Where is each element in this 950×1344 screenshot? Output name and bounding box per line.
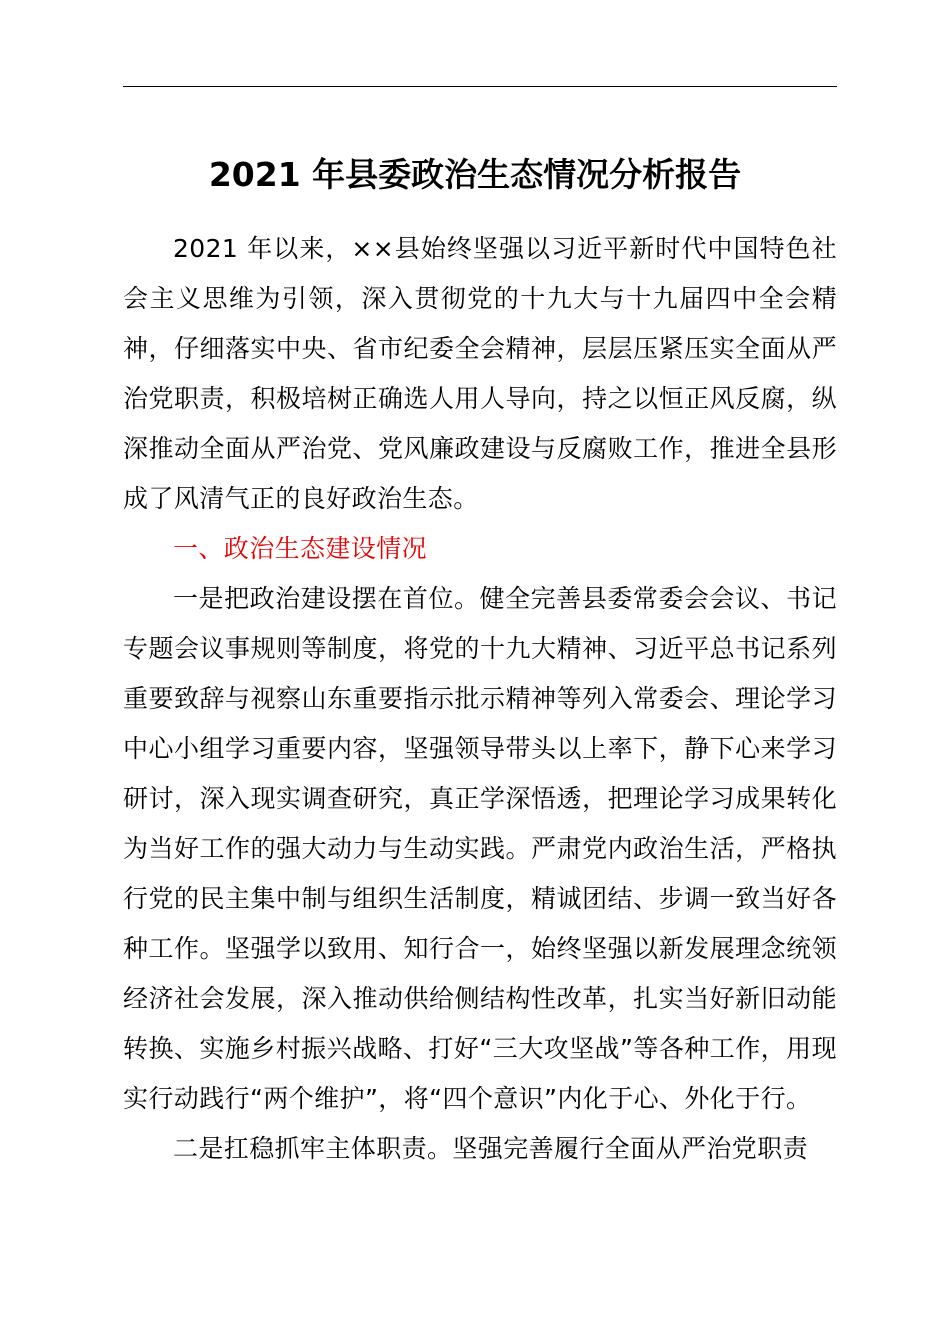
section-heading: 一、政治生态建设情况: [173, 534, 428, 563]
header-rule: [123, 86, 837, 87]
intro-paragraph: 2021 年以来，××县始终坚强以习近平新时代中国特色社会主义思维为引领，深入贯彻党的十九大与十九届四中全会精神，仔细落实中央、省市纪委全会精神，层层压紧压实全面从严治党职责，积极培树正确选人用人导向，持之以恒正风反腐，纵深推动全面从严治党、党风廉政建设与反腐败工作，推进全县形成了风清气正的良好政治生态。: [123, 234, 837, 513]
body-paragraph-political-construction: 一是把政治建设摆在首位。健全完善县委常委会会议、书记专题会议事规则等制度，将党的十九大精神、习近平总书记系列重要致辞与视察山东重要指示批示精神等列入常委会、理论学习中心小组学习重要内容，坚强领导带头以上率下，静下心来学习研讨，深入现实调查研究，真正学深悟透，把理论学习成果转化为当好工作的强大动力与生动实践。严肃党内政治生活，严格执行党的民主集中制与组织生活制度，精诚团结、步调一致当好各种工作。坚强学以致用、知行合一，始终坚强以新发展理念统领经济社会发展，深入推动供给侧结构性改革，扎实当好新旧动能转换、实施乡村振兴战略、打好“三大攻坚战”等各种工作，用现实行动践行“两个维护”，将“四个意识”内化于心、外化于行。: [123, 584, 837, 1113]
body-paragraph-main-responsibility: 二是扛稳抓牢主体职责。坚强完善履行全面从严治党职责: [173, 1134, 809, 1163]
document-title: 2021 年县委政治生态情况分析报告: [208, 155, 742, 194]
